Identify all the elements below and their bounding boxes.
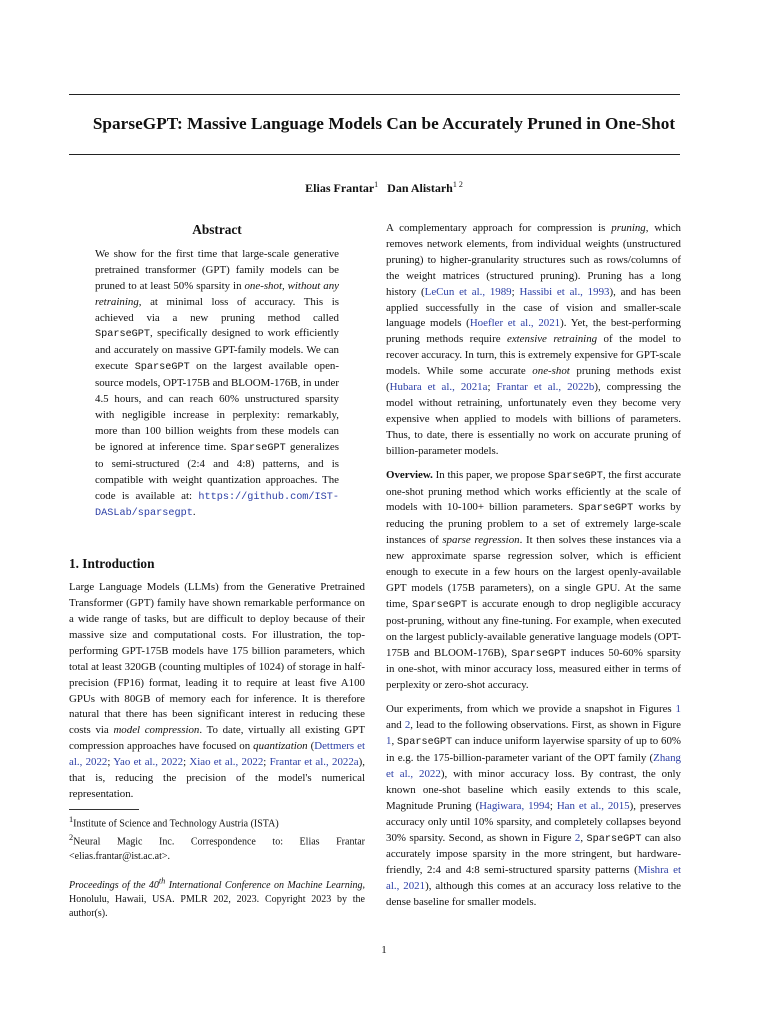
footnote-1: $^1$Institute of Science and Technology Austria (ISTA) bbox=[69, 814, 279, 830]
section-heading-introduction: 1. Introduction bbox=[69, 556, 155, 572]
citation-link[interactable]: Hagiwara, 1994 bbox=[479, 799, 550, 812]
figure-ref-link[interactable]: 2 bbox=[574, 831, 581, 844]
paragraph-lead: Overview. bbox=[386, 468, 433, 481]
right-column bbox=[386, 221, 681, 911]
citation-link[interactable]: Hubara et al., 2021a bbox=[389, 381, 488, 394]
figure-ref-link[interactable]: 2 bbox=[404, 719, 411, 732]
title-bottom-rule bbox=[69, 154, 680, 155]
method-name: SparseGPT bbox=[586, 833, 642, 845]
body-paragraph: A complementary approach for compression is pruning, which removes network elements, from individual weights (unstructured pruning) to higher-granularity structures such as rows/columns of the weight matrices (structured pruning). Pruning has a long history (LeCun et al., 1989; Hassibi et al., 1993), and has been applied successfully in the case of vision and smaller-scale language models (Hoefler et al., 2021). Yet, the best-performing pruning methods require extensive retraining of the model to recover accuracy. In turn, this is extremely expensive for GPT-scale models. While some accurate one-shot pruning methods exist (Hubara et al., 2021a; Frantar et al., 2022b), compressing the model without retraining, unfortunately even they become very expensive when applied to models with billions of parameters. Thus, to date, there is essentially no work on accurate pruning of billion-parameter models. bbox=[386, 222, 682, 457]
method-name: SparseGPT bbox=[95, 329, 151, 341]
paper-title: SparseGPT: Massive Language Models Can be Accurately Pruned in One-Shot bbox=[92, 114, 676, 133]
method-name: SparseGPT bbox=[134, 362, 190, 374]
citation-link[interactable]: Frantar et al., 2022b bbox=[496, 381, 595, 394]
author-name: Dan Alistarh bbox=[387, 181, 453, 195]
method-name: SparseGPT bbox=[578, 503, 634, 515]
citation-link[interactable]: Mishra et al., 2021 bbox=[386, 864, 682, 893]
author-name: Elias Frantar bbox=[305, 181, 375, 195]
footnotes bbox=[69, 809, 365, 864]
figure-ref-link[interactable]: 1 bbox=[386, 735, 392, 748]
method-name: SparseGPT bbox=[412, 599, 468, 611]
abstract-heading: Abstract bbox=[192, 222, 242, 237]
citation-link[interactable]: Yao et al., 2022 bbox=[113, 756, 184, 769]
figure-ref-link[interactable]: 1 bbox=[675, 703, 681, 716]
citation-link[interactable]: Hoefler et al., 2021 bbox=[469, 317, 561, 330]
method-name: SparseGPT bbox=[547, 470, 603, 482]
code-url-link[interactable]: https://github.com/IST-DASLab/sparsegpt bbox=[95, 491, 339, 520]
proceedings-note: Proceedings of the 40th International Conference on Machine Learning, Honolulu, Hawaii, USA. PMLR 202, 2023. Copyright 2023 by the author(s). bbox=[69, 876, 365, 919]
footnote-2: $^2$Neural Magic Inc. Correspondence to: Elias Frantar <elias.frantar@ist.ac.at>. bbox=[69, 833, 365, 862]
author-affiliation: 1 2 bbox=[452, 180, 463, 189]
method-name: SparseGPT bbox=[230, 442, 286, 454]
intro-paragraph: Large Language Models (LLMs) from the Generative Pretrained Transformer (GPT) family have shown remarkable performance on a wide range of tasks, but are difficult to deploy because of their massive size and computational costs. For illustration, the top-performing GPT-175B models have 175 billion parameters, which total at least 320GB (counting multiples of 1024) of storage in half-precision (FP16) format, leading it to require at least five A100 GPUs with 80GB of memory each for inference. It is therefore natural that there has been significant interest in reducing these costs via model compression. To date, virtually all existing GPT compression approaches have focused on quantization (Dettmers et al., 2022; Yao et al., 2022; Xiao et al., 2022; Frantar et al., 2022a), that is, reducing the precision of the model's numerical representation. bbox=[69, 581, 365, 800]
citation-link[interactable]: Xiao et al., 2022 bbox=[189, 756, 264, 769]
author-list bbox=[0, 180, 768, 196]
title-top-rule bbox=[69, 94, 680, 95]
page-number: 1 bbox=[381, 944, 387, 956]
citation-link[interactable]: Zhang et al., 2022 bbox=[386, 752, 681, 780]
citation-link[interactable]: LeCun et al., 1989 bbox=[424, 285, 512, 298]
left-column bbox=[69, 220, 365, 921]
citation-link[interactable]: Frantar et al., 2022a bbox=[269, 756, 359, 769]
author-affiliation: 1 bbox=[374, 180, 379, 189]
method-name: SparseGPT bbox=[511, 648, 567, 660]
body-paragraph: Our experiments, from which we provide a snapshot in Figures 1 and 2, lead to the following observations. First, as shown in Figure 1, SparseGPT can induce uniform layerwise sparsity of up to 60% in e.g. the 175-billion-parameter variant of the OPT family (Zhang et al., 2022), with minor accuracy loss. By contrast, the only known one-shot baseline which easily extends to this scale, Magnitude Pruning (Hagiwara, 1994; Han et al., 2015), preserves accuracy only until 10% sparsity, and completely collapses beyond 30% sparsity. Second, as shown in Figure 2, SparseGPT can also accurately impose sparsity in the more stringent, but hardware-friendly, 2:4 and 4:8 semi-structured sparsity patterns (Mishra et al., 2021), although this comes at an accuracy loss relative to the dense baseline for smaller models. bbox=[386, 703, 682, 909]
abstract-text: We show for the first time that large-scale generative pretrained transformer (GPT) family models can be pruned to at least 50% sparsity in one-shot, without any retraining, at minimal loss of accuracy. This is achieved via a new pruning method called SparseGPT, specifically designed to work efficiently and accurately on massive GPT-family models. We can execute SparseGPT on the largest available open-source models, OPT-175B and BLOOM-176B, in under 4.5 hours, and can reach 60% unstructured sparsity with negligible increase in perplexity: remarkably, more than 100 billion weights from these models can be ignored at inference time. SparseGPT generalizes to semi-structured (2:4 and 4:8) patterns, and is compatible with weight quantization approaches. The code is available at: https://github.com/IST-DASLab/sparsegpt. bbox=[95, 247, 340, 520]
body-paragraph: Overview. In this paper, we propose SparseGPT, the first accurate one-shot pruning method which works efficiently at the scale of models with 10-100+ billion parameters. SparseGPT works by reducing the pruning problem to a set of extremely large-scale instances of sparse regression. It then solves these instances via a new approximate sparse regression solver, which is efficient enough to execute in a few hours on the largest openly-available GPT models (175B parameters), on a single GPU. At the same time, SparseGPT is accurate enough to drop negligible accuracy post-pruning, without any fine-tuning. For example, when executed on the largest publicly-available generative language models (OPT-175B and BLOOM-176B), SparseGPT induces 50-60% sparsity in one-shot, with minor accuracy loss, measured either in terms of perplexity or zero-shot accuracy. bbox=[386, 468, 681, 692]
citation-link[interactable]: Han et al., 2015 bbox=[556, 799, 630, 812]
method-name: SparseGPT bbox=[397, 737, 453, 749]
citation-link[interactable]: Dettmers et al., 2022 bbox=[69, 740, 365, 769]
citation-link[interactable]: Hassibi et al., 1993 bbox=[519, 285, 610, 298]
